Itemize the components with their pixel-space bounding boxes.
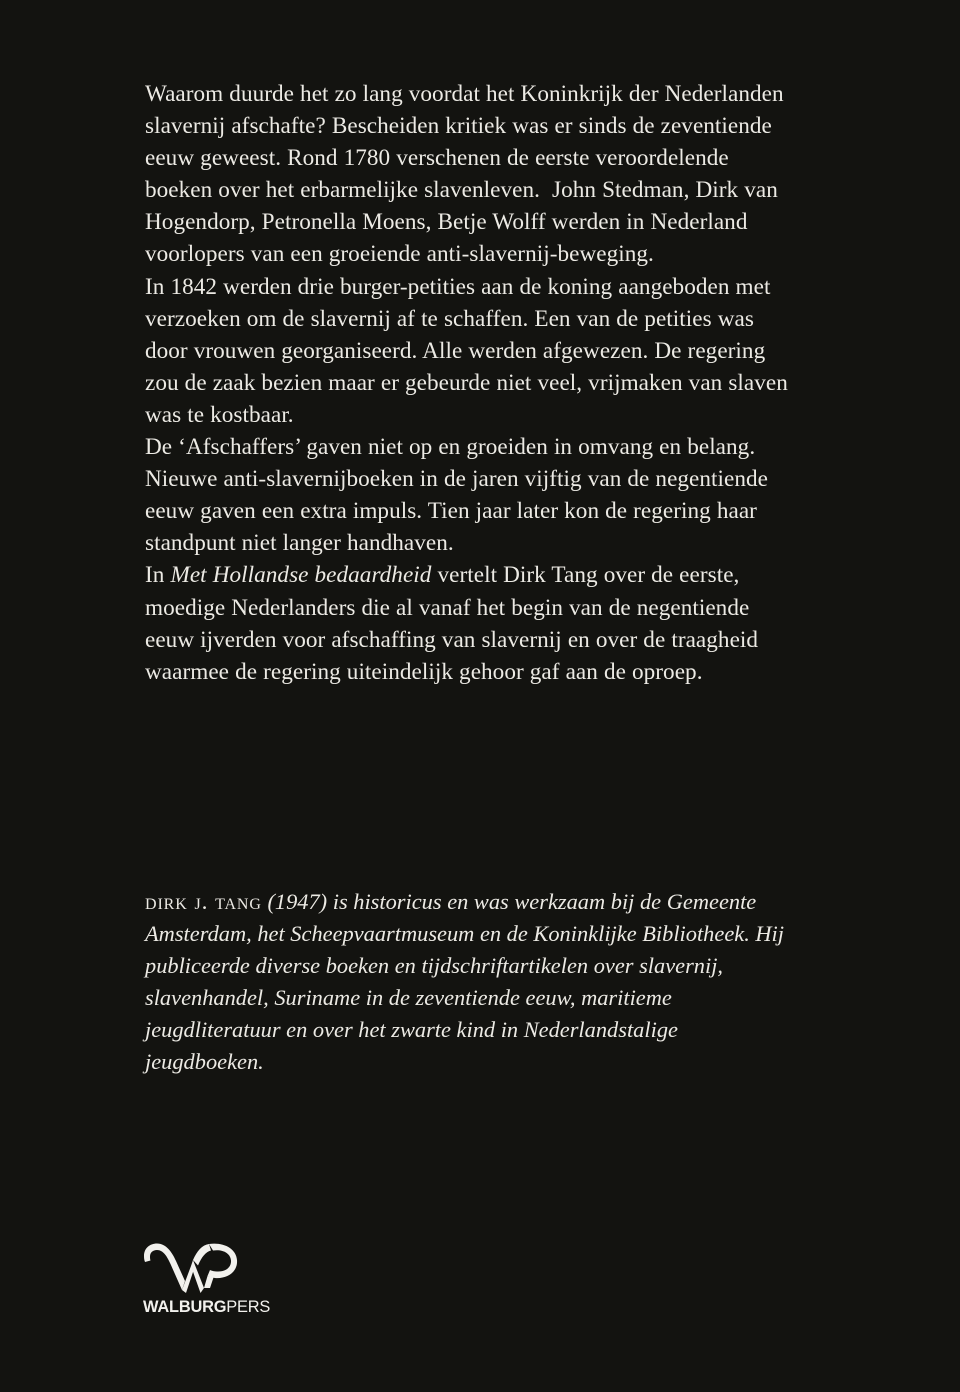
publisher-logo	[143, 1242, 273, 1317]
wordmark-walburg: WALBURG	[143, 1298, 227, 1316]
blurb-rest: vertelt Dirk Tang over de eerste, moedige Nederlanders die al vanaf het begin van de negentiende eeuw ijverden voor afschaffing van slavernij en over de traagheid waarmee de regering uiteindelijk gehoor gaf aan de oproep.	[145, 562, 765, 685]
blurb-lead-in: In	[145, 562, 171, 589]
publisher-wordmark	[143, 1298, 273, 1317]
blurb-text-block	[145, 78, 800, 688]
book-title: Met Hollandse bedaardheid	[170, 562, 432, 589]
wp-monogram-icon	[143, 1242, 239, 1294]
author-name: dirk j. tang	[145, 889, 262, 915]
author-bio-block	[145, 886, 800, 1079]
blurb-paragraph-1: Waarom duurde het zo lang voordat het Koninkrijk der Nederlanden slavernij afschafte? Bescheiden kritiek was er sinds de zeventiende eeuw geweest. Rond 1780 verschenen de eerste veroordelende boeken over het erbarmelijke slavenleven. John Stedman, Dirk van Hogendorp, Petronella Moens, Betje Wolff werden in Nederland voorlopers van een groeiende anti-slavernij-beweging.	[145, 81, 790, 268]
blurb-paragraph-3: De ‘Afschaffers’ gaven niet op en groeiden in omvang en belang. Nieuwe anti-slavernijboeken in de jaren vijftig van de negentiende eeuw gaven een extra impuls. Tien jaar later kon de regering haar standpunt niet langer handhaven.	[145, 434, 775, 557]
blurb-paragraph-4	[145, 559, 800, 687]
wordmark-pers: PERS	[226, 1298, 271, 1316]
author-bio-body: (1947) is historicus en was werkzaam bij de Gemeente Amsterdam, het Scheepvaartmuseum en de Koninklijke Bibliotheek. Hij publiceerde diverse boeken en tijdschriftartikelen over slavernij, slavenhandel, Suriname in de zeventiende eeuw, maritieme jeugdliteratuur en over het zwarte kind in Nederlandstalige jeugdboeken.	[145, 889, 790, 1075]
author-bio-text	[145, 886, 800, 1079]
blurb-paragraph-2: In 1842 werden drie burger-petities aan de koning aangeboden met verzoeken om de slavernij af te schaffen. Een van de petities was door vrouwen georganiseerd. Alle werden afgewezen. De regering zou de zaak bezien maar er gebeurde niet veel, vrijmaken van slaven was te kostbaar.	[145, 273, 794, 428]
